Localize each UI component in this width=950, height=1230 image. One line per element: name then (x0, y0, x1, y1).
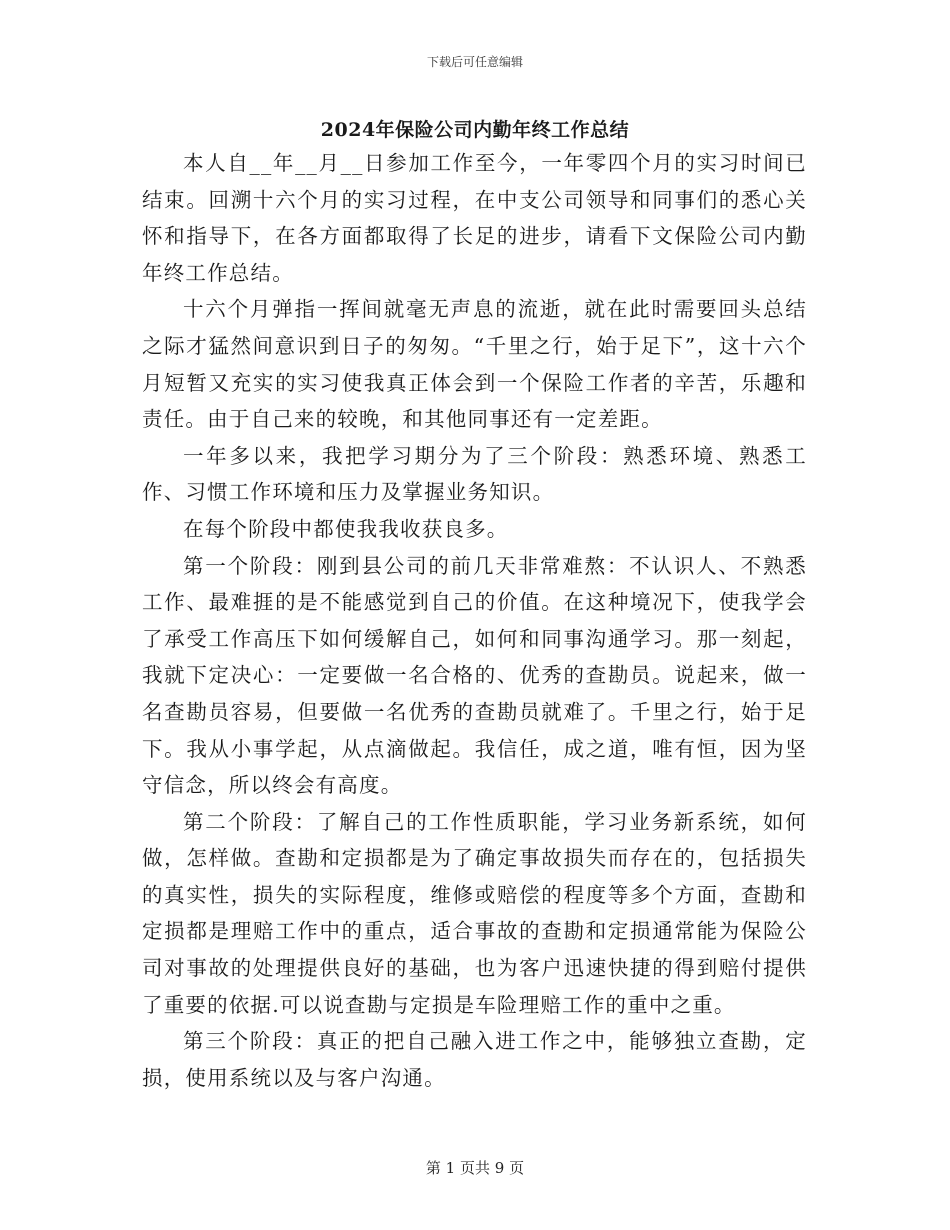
paragraph: 在每个阶段中都使我我收获良多。 (183, 516, 509, 541)
page-footer (0, 1157, 950, 1178)
paragraph: 第一个阶段：刚到县公司的前几天非常难熬：不认识人、不熟悉工作、最难捱的是不能感觉到自己的价值。在这种境况下，使我学会了承受工作高压下如何缓解自己，如何和同事沟通学习。那一刻起，我就下定决心：一定要做一名合格的、优秀的查勘员。说起来，做一名查勘员容易，但要做一名优秀的查勘员就难了。千里之行，始于足下。我从小事学起，从点滴做起。我信任，成之道，唯有恒，因为坚守信念，所以终会有高度。 (142, 553, 807, 798)
paragraph: 第二个阶段：了解自己的工作性质职能，学习业务新系统，如何做，怎样做。查勘和定损都是为了确定事故损失而存在的，包括损失的真实性，损失的实际程度，维修或赔偿的程度等多个方面，查勘和定损都是理赔工作中的重点，适合事故的查勘和定损通常能为保险公司对事故的处理提供良好的基础，也为客户迅速快捷的得到赔付提供了重要的依据.可以说查勘与定损是车险理赔工作的重中之重。 (142, 809, 807, 1017)
document-body (142, 145, 807, 1096)
paragraph: 一年多以来，我把学习期分为了三个阶段：熟悉环境、熟悉工作、习惯工作环境和压力及掌握业务知识。 (142, 443, 807, 505)
paragraph: 本人自__年__月__日参加工作至今，一年零四个月的实习时间已结束。回溯十六个月的实习过程，在中支公司领导和同事们的悉心关怀和指导下，在各方面都取得了长足的进步，请看下文保险公司内勤年终工作总结。 (142, 151, 807, 285)
paragraph: 第三个阶段：真正的把自己融入进工作之中，能够独立查勘，定损，使用系统以及与客户沟通。 (142, 1029, 807, 1090)
header-note: 下载后可任意编辑 (426, 55, 523, 69)
document-title: 2024年保险公司内勤年终工作总结 (320, 119, 630, 141)
paragraph: 十六个月弹指一挥间就毫无声息的流逝，就在此时需要回头总结之际才猛然间意识到日子的匆匆。“千里之行，始于足下”，这十六个月短暂又充实的实习使我真正体会到一个保险工作者的辛苦，乐趣和责任。由于自己来的较晚，和其他同事还有一定差距。 (142, 297, 807, 432)
page-number: 第 1 页共 9 页 (425, 1159, 525, 1177)
